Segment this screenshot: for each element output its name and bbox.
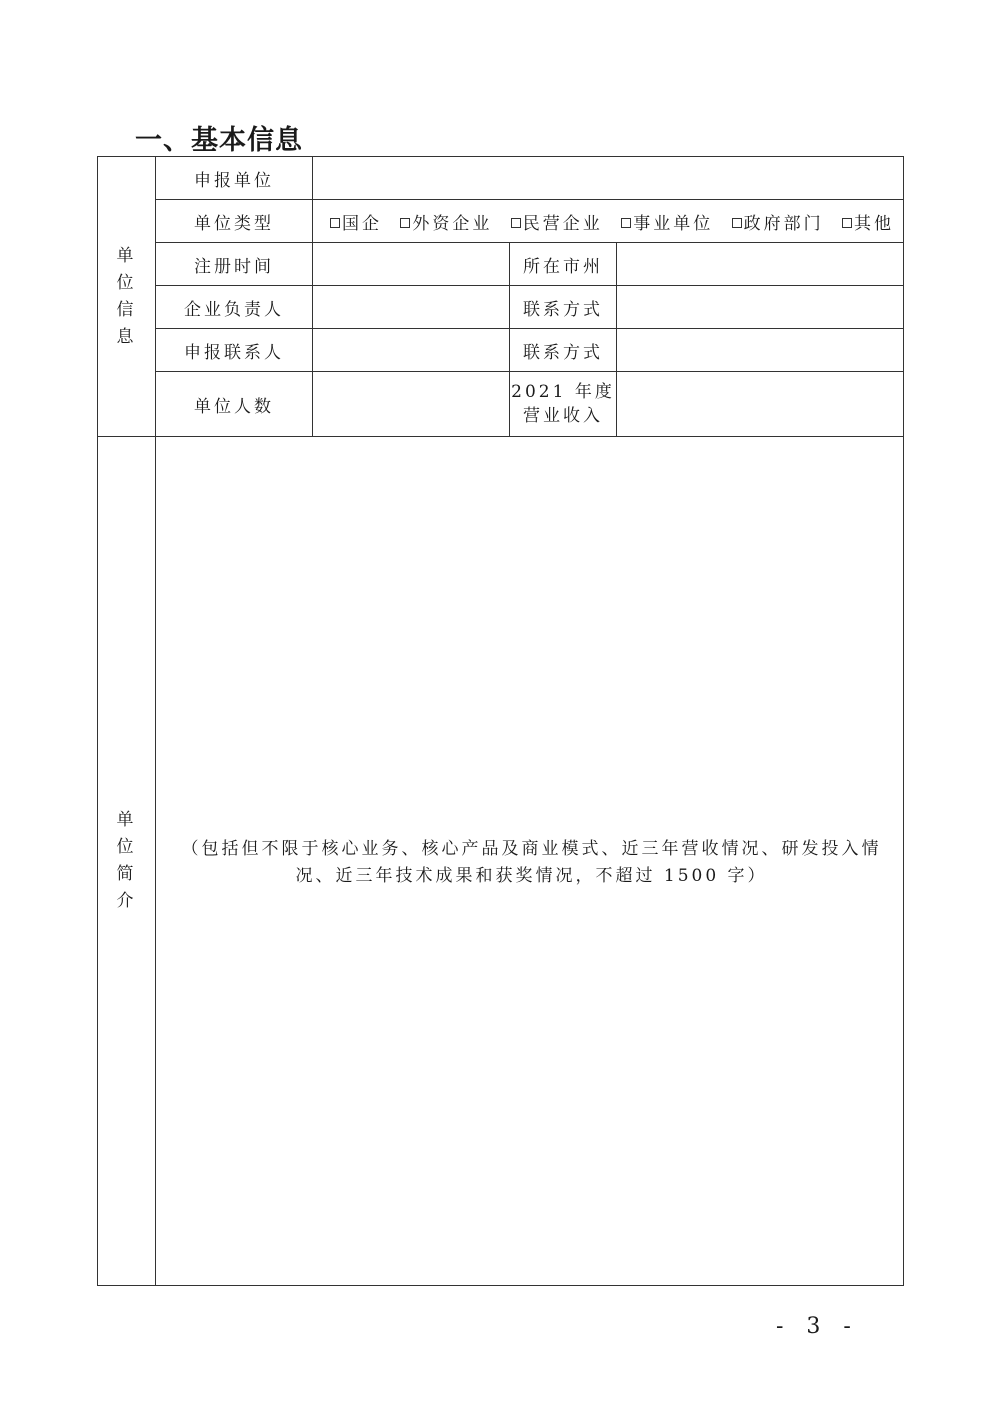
option-government[interactable]: 政府部门	[732, 214, 824, 234]
applicant-label: 申报单位	[156, 157, 313, 200]
option-state-owned[interactable]: 国企	[330, 214, 382, 234]
applicant-field[interactable]	[313, 157, 904, 200]
checkbox-icon[interactable]	[400, 218, 410, 228]
leader-contact-label: 联系方式	[510, 286, 617, 329]
applicant-contact-label: 申报联系人	[156, 329, 313, 372]
checkbox-icon[interactable]	[842, 218, 852, 228]
option-public-institution[interactable]: 事业单位	[621, 214, 713, 234]
unit-intro-group-label: 单 位 简 介	[98, 437, 156, 1286]
checkbox-icon[interactable]	[621, 218, 631, 228]
leader-contact-field[interactable]	[617, 286, 904, 329]
row-leader	[98, 286, 904, 329]
revenue-label: 2021 年度 营业收入	[510, 372, 617, 437]
registration-time-label: 注册时间	[156, 243, 313, 286]
page-number: - 3 -	[776, 1314, 859, 1339]
row-unit-type	[98, 200, 904, 243]
applicant-contact-field[interactable]	[313, 329, 510, 372]
registration-time-field[interactable]	[313, 243, 510, 286]
unit-type-options	[313, 200, 904, 243]
row-applicant-contact	[98, 329, 904, 372]
option-foreign[interactable]: 外资企业	[400, 214, 492, 234]
checkbox-icon[interactable]	[330, 218, 340, 228]
applicant-phone-label: 联系方式	[510, 329, 617, 372]
leader-label: 企业负责人	[156, 286, 313, 329]
unit-intro-field[interactable]	[156, 437, 904, 1286]
headcount-label: 单位人数	[156, 372, 313, 437]
row-unit-intro	[98, 437, 904, 1286]
option-other[interactable]: 其他	[842, 214, 894, 234]
basic-info-table	[97, 156, 904, 1286]
row-applicant	[98, 157, 904, 200]
row-registration	[98, 243, 904, 286]
unit-intro-note: （包括但不限于核心业务、核心产品及商业模式、近三年营收情况、研发投入情况、近三年技术成果和获奖情况，不超过 1500 字）	[181, 838, 882, 886]
revenue-field[interactable]	[617, 372, 904, 437]
city-label: 所在市州	[510, 243, 617, 286]
applicant-phone-field[interactable]	[617, 329, 904, 372]
option-private[interactable]: 民营企业	[511, 214, 603, 234]
checkbox-icon[interactable]	[732, 218, 742, 228]
headcount-field[interactable]	[313, 372, 510, 437]
row-headcount	[98, 372, 904, 437]
city-field[interactable]	[617, 243, 904, 286]
unit-type-label: 单位类型	[156, 200, 313, 243]
unit-info-group-label: 单 位 信 息	[98, 157, 156, 437]
section-heading: 一、基本信息	[135, 125, 303, 156]
leader-field[interactable]	[313, 286, 510, 329]
checkbox-icon[interactable]	[511, 218, 521, 228]
